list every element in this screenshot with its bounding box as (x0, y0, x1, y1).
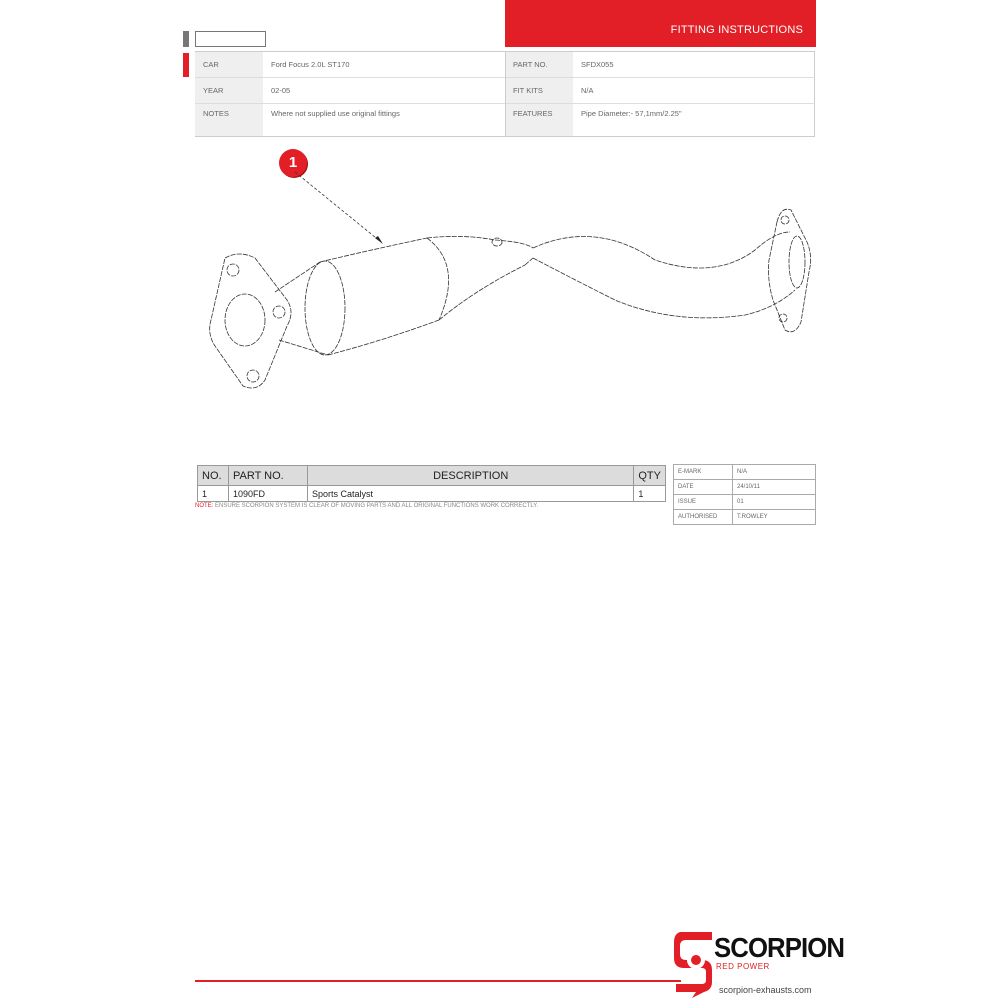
column-header: NO. (198, 466, 229, 486)
catalyst-body (320, 238, 439, 355)
left-flange (210, 254, 291, 388)
scorpion-s-logo-icon (672, 930, 714, 1000)
column-header: DESCRIPTION (308, 466, 634, 486)
info-value: Pipe Diameter:- 57,1mm/2.25" (581, 109, 682, 118)
flange-bore (789, 236, 805, 288)
safety-note (195, 503, 538, 509)
meta-value: 01 (733, 495, 816, 510)
meta-label: DATE (674, 480, 733, 495)
info-label: CAR (195, 52, 263, 77)
meta-label: ISSUE (674, 495, 733, 510)
flange-bore (225, 294, 265, 346)
footer-website[interactable]: scorpion-exhausts.com (719, 985, 812, 995)
catalyst-end (427, 238, 449, 320)
gray-tab-marker (183, 31, 189, 47)
info-value: Where not supplied use original fittings (271, 109, 400, 118)
footer-divider (195, 980, 681, 982)
table-row (674, 495, 816, 510)
brand-tagline: RED POWER (716, 962, 770, 971)
column-divider (505, 51, 506, 137)
info-label: NOTES (195, 104, 263, 136)
note-prefix: NOTE: (195, 503, 214, 509)
sensor-boss (492, 238, 502, 246)
blank-header-box (195, 31, 266, 47)
note-text: ENSURE SCORPION SYSTEM IS CLEAR OF MOVING PARTS AND ALL ORIGINAL FUNCTIONS WORK CORRECTLY. (213, 503, 539, 509)
outlet-cone (427, 236, 525, 320)
outlet-pipe (533, 232, 795, 318)
info-value: Ford Focus 2.0L ST170 (271, 60, 350, 69)
flange-bolt-hole (227, 264, 239, 276)
table-row (674, 465, 816, 480)
meta-value: N/A (733, 465, 816, 480)
header-banner (505, 0, 816, 47)
meta-table (673, 464, 816, 525)
part-callout-1: 1 (279, 149, 307, 177)
info-value: 02-05 (271, 86, 291, 95)
brand-name: SCORPION (714, 932, 845, 963)
table-cell: Sports Catalyst (308, 486, 634, 502)
meta-label: AUTHORISED (674, 510, 733, 525)
inlet-cone (275, 262, 328, 355)
meta-value: 24/10/11 (733, 480, 816, 495)
parts-table (197, 465, 666, 502)
table-row (674, 480, 816, 495)
meta-label: E-MARK (674, 465, 733, 480)
info-label: YEAR (195, 78, 263, 103)
info-label: FIT KITS (505, 78, 573, 103)
info-label: PART NO. (505, 52, 573, 77)
info-value: SFDX055 (581, 60, 614, 69)
table-cell: 1 (634, 486, 666, 502)
flange-bolt-hole (781, 216, 789, 224)
meta-value: T.ROWLEY (733, 510, 816, 525)
pipe-join (495, 240, 533, 265)
catalyst-pipe-drawing-icon (195, 150, 825, 410)
info-value: N/A (581, 86, 594, 95)
flange-bolt-hole (247, 370, 259, 382)
parts-table-header (198, 466, 666, 486)
info-label: FEATURES (505, 104, 573, 136)
table-row (198, 486, 666, 502)
table-cell: 1 (198, 486, 229, 502)
table-row (674, 510, 816, 525)
red-tab-marker (183, 53, 189, 77)
catalyst-end (305, 261, 345, 355)
leader-line (295, 172, 381, 242)
leader-arrow (375, 236, 383, 244)
flange-bolt-hole (273, 306, 285, 318)
column-header: QTY (634, 466, 666, 486)
table-cell: 1090FD (229, 486, 308, 502)
page-title: FITTING INSTRUCTIONS (670, 24, 803, 36)
column-header: PART NO. (229, 466, 308, 486)
